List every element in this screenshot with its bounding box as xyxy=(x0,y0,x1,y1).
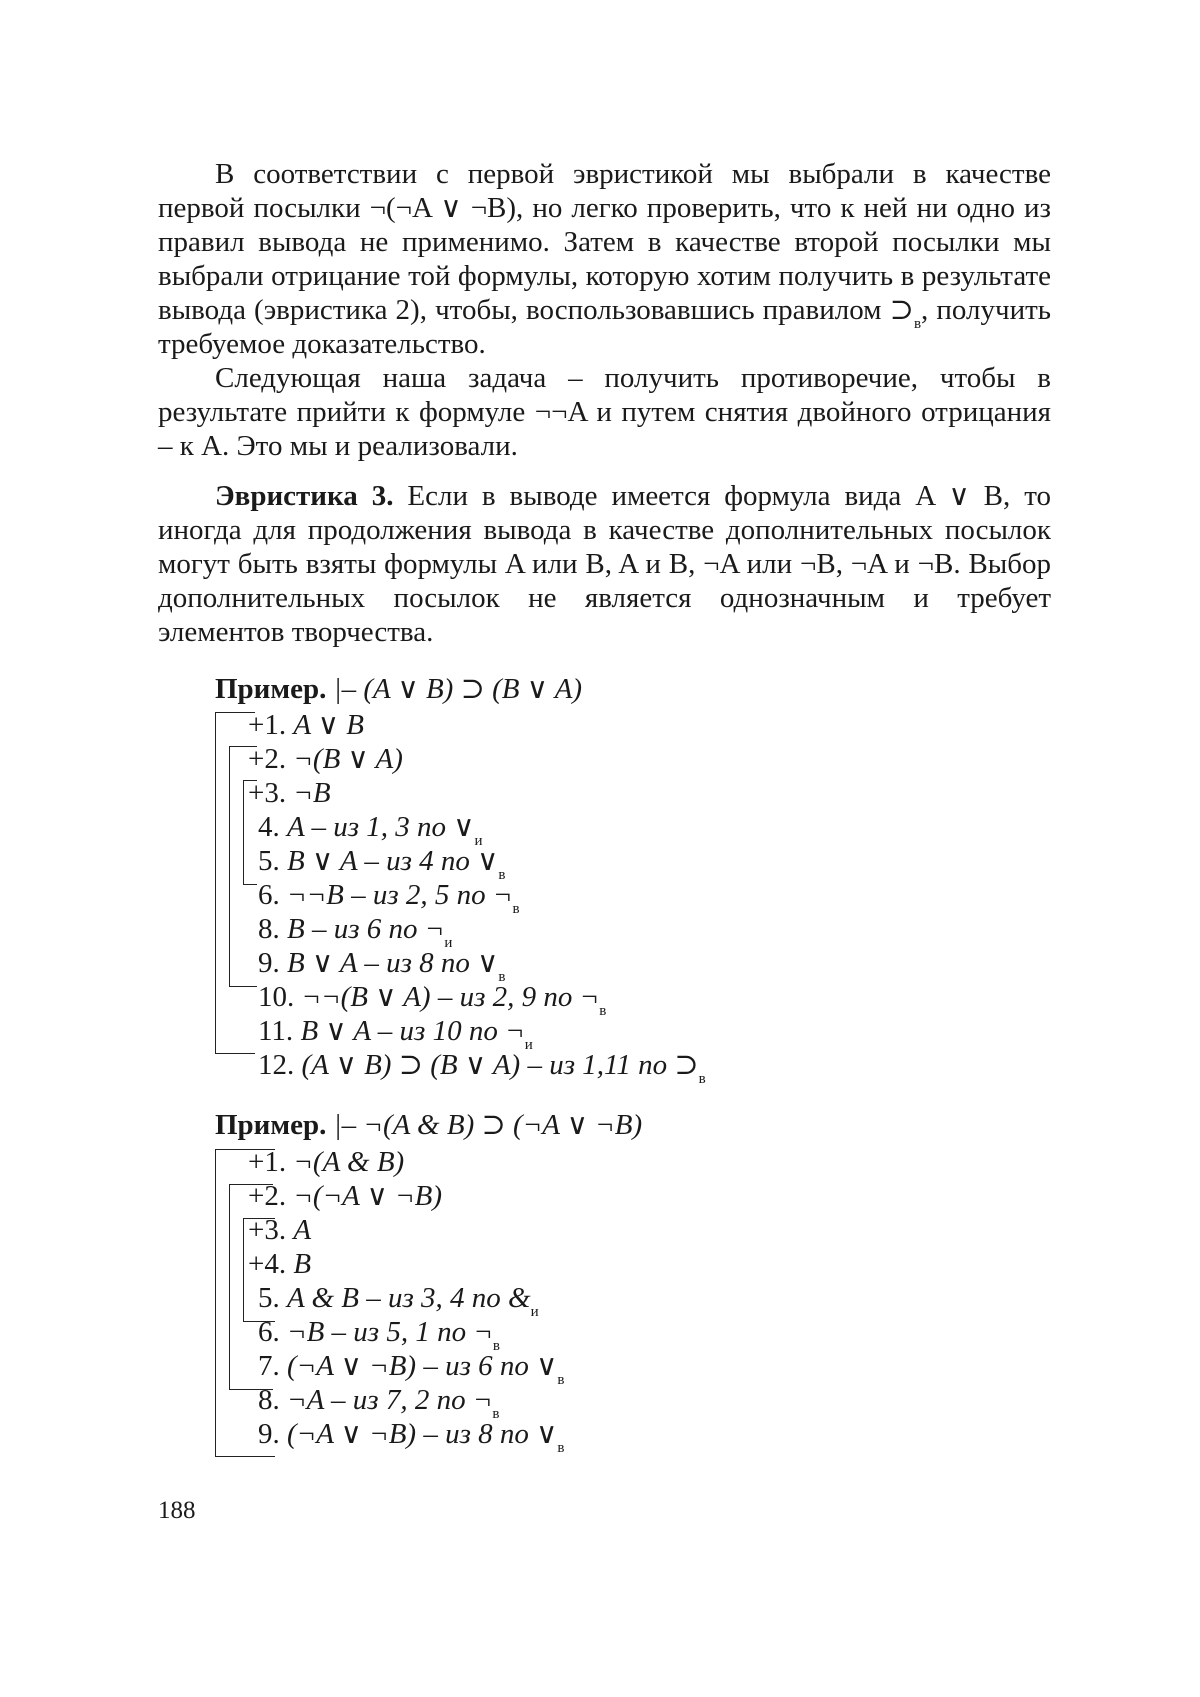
proof-line-number: 4. xyxy=(258,811,280,843)
proof-line-rule-sub: в xyxy=(557,1372,565,1388)
proof-line xyxy=(258,1383,500,1422)
proof-line-number: 12. xyxy=(258,1049,295,1081)
proof-line-rule-sub: и xyxy=(474,833,483,849)
proof-line xyxy=(248,1247,311,1281)
proof-line xyxy=(248,1179,442,1213)
proof-line-text: ¬B xyxy=(293,777,331,809)
proof-line-number: 8. xyxy=(258,1384,280,1416)
proof-line xyxy=(258,1048,706,1087)
proof-line-text: ¬(¬A ∨ ¬B) xyxy=(293,1180,443,1212)
proof-line-rule-sub: в xyxy=(599,1003,607,1019)
proof-line-number: 11. xyxy=(258,1015,294,1047)
proof-line xyxy=(248,776,331,810)
paragraph-1-sub: в xyxy=(913,316,922,332)
proof-line-text: ¬(A & B) xyxy=(293,1146,405,1178)
proof-line-number: +1. xyxy=(248,709,287,741)
proof-line xyxy=(258,1417,565,1456)
proof-line-text: (¬A ∨ ¬B) – из 8 по ∨ xyxy=(287,1418,558,1450)
proof-line-number: 6. xyxy=(258,879,280,911)
proof-line-rule-sub: и xyxy=(524,1037,533,1053)
proof-line-text: (¬A ∨ ¬B) – из 6 по ∨ xyxy=(287,1350,558,1382)
proof-line-text: (A ∨ B) ⊃ (B ∨ A) – из 1,11 по ⊃ xyxy=(301,1049,699,1081)
proof-line-rule-sub: и xyxy=(530,1304,539,1320)
proof-line-number: 5. xyxy=(258,1282,280,1314)
proof-line xyxy=(258,1014,533,1053)
proof-line-rule-sub: в xyxy=(492,1338,501,1354)
proof-line-number: +2. xyxy=(248,743,287,775)
proof-line xyxy=(248,1213,311,1247)
proof-line-rule-sub: в xyxy=(557,1440,565,1456)
proof-line-text: B ∨ A – из 8 по ∨ xyxy=(287,947,499,979)
proof-line xyxy=(258,946,506,985)
proof-line-rule-sub: в xyxy=(512,901,520,917)
proof-line-number: 7. xyxy=(258,1350,280,1382)
proof-line xyxy=(248,708,364,742)
proof-line xyxy=(258,1315,501,1354)
proof-line-number: +1. xyxy=(248,1146,287,1178)
paragraph-3-text: Если в выводе имеется формула вида A ∨ B, то иногда для продолжения вывода в качестве дополнительных посылок могут быть взяты формулы A или B, A и B, ¬A или ¬B, ¬A и ¬B. Выбор дополнительных посылок не является однозначным и требует элементов творчества. xyxy=(158,480,1051,648)
proof-line-text: B – из 6 по ¬ xyxy=(287,913,445,945)
proof-line-number: 9. xyxy=(258,947,280,979)
example-2-label: Пример. xyxy=(215,1109,327,1141)
body-text xyxy=(158,157,1051,649)
example-2-title xyxy=(215,1108,642,1142)
proof-line-number: +3. xyxy=(248,777,287,809)
paragraph-3 xyxy=(158,479,1051,649)
proof-line-number: 8. xyxy=(258,913,280,945)
example-1-title xyxy=(215,672,582,706)
proof-line xyxy=(248,1145,404,1179)
proof-line-text: B ∨ A – из 4 по ∨ xyxy=(287,845,499,877)
proof-line-rule-sub: и xyxy=(444,935,453,951)
proof-line xyxy=(258,810,483,849)
proof-line-number: 6. xyxy=(258,1316,280,1348)
proof-line-text: B xyxy=(293,1248,312,1280)
proof-line-text: ¬(B ∨ A) xyxy=(293,743,403,775)
proof-line-text: ¬¬B – из 2, 5 по ¬ xyxy=(287,879,513,911)
proof-line-text: ¬A – из 7, 2 по ¬ xyxy=(287,1384,493,1416)
proof-line-number: +2. xyxy=(248,1180,287,1212)
proof-line-text: ¬¬(B ∨ A) – из 2, 9 по ¬ xyxy=(301,981,600,1013)
proof-line-rule-sub: в xyxy=(698,1071,706,1087)
proof-line-number: +3. xyxy=(248,1214,287,1246)
proof-line xyxy=(258,878,520,917)
proof-line-rule-sub: в xyxy=(498,867,506,883)
proof-line-number: 5. xyxy=(258,845,280,877)
proof-line-rule-sub: в xyxy=(492,1406,500,1422)
proof-line xyxy=(258,912,453,951)
example-2-formula: |– ¬(A & B) ⊃ (¬A ∨ ¬B) xyxy=(333,1109,643,1141)
proof-line xyxy=(248,742,403,776)
example-1-formula: |– (A ∨ B) ⊃ (B ∨ A) xyxy=(333,673,583,705)
proof-line xyxy=(258,1349,565,1388)
proof-line-text: A xyxy=(293,1214,312,1246)
proof-line-number: 10. xyxy=(258,981,295,1013)
paragraph-1-end: , получить требуемое доказательство. xyxy=(158,294,1051,360)
heuristic-label: Эвристика 3. xyxy=(215,480,394,512)
proof-line-text: B ∨ A – из 10 по ¬ xyxy=(300,1015,525,1047)
page-number: 188 xyxy=(158,1497,196,1524)
proof-line xyxy=(258,844,506,883)
paragraph-2: Следующая наша задача – получить противоречие, чтобы в результате прийти к формуле ¬¬A и путем снятия двойного отрицания – к A. Это мы и реализовали. xyxy=(158,362,1051,462)
proof-line xyxy=(258,1281,539,1320)
proof-line-number: +4. xyxy=(248,1248,287,1280)
proof-line-text: A – из 1, 3 по ∨ xyxy=(287,811,475,843)
proof-line-text: A & B – из 3, 4 по & xyxy=(287,1282,531,1314)
proof-line-text: A ∨ B xyxy=(293,709,364,741)
proof-line-number: 9. xyxy=(258,1418,280,1450)
proof-line xyxy=(258,980,607,1019)
proof-line-rule-sub: в xyxy=(498,969,506,985)
paragraph-1 xyxy=(158,157,1051,361)
proof-line-text: ¬B – из 5, 1 по ¬ xyxy=(287,1316,493,1348)
paragraph-1-text: В соответствии с первой эвристикой мы выбрали в качестве первой посылки ¬(¬A ∨ ¬B), но легко проверить, что к ней ни одно из правил вывода не применимо. Затем в качестве второй посылки мы выбрали отрицание той формулы, которую хотим получить в результате вывода (эвристика 2), чтобы, воспользовавшись правилом ⊃ xyxy=(158,158,1051,326)
example-1-label: Пример. xyxy=(215,673,327,705)
